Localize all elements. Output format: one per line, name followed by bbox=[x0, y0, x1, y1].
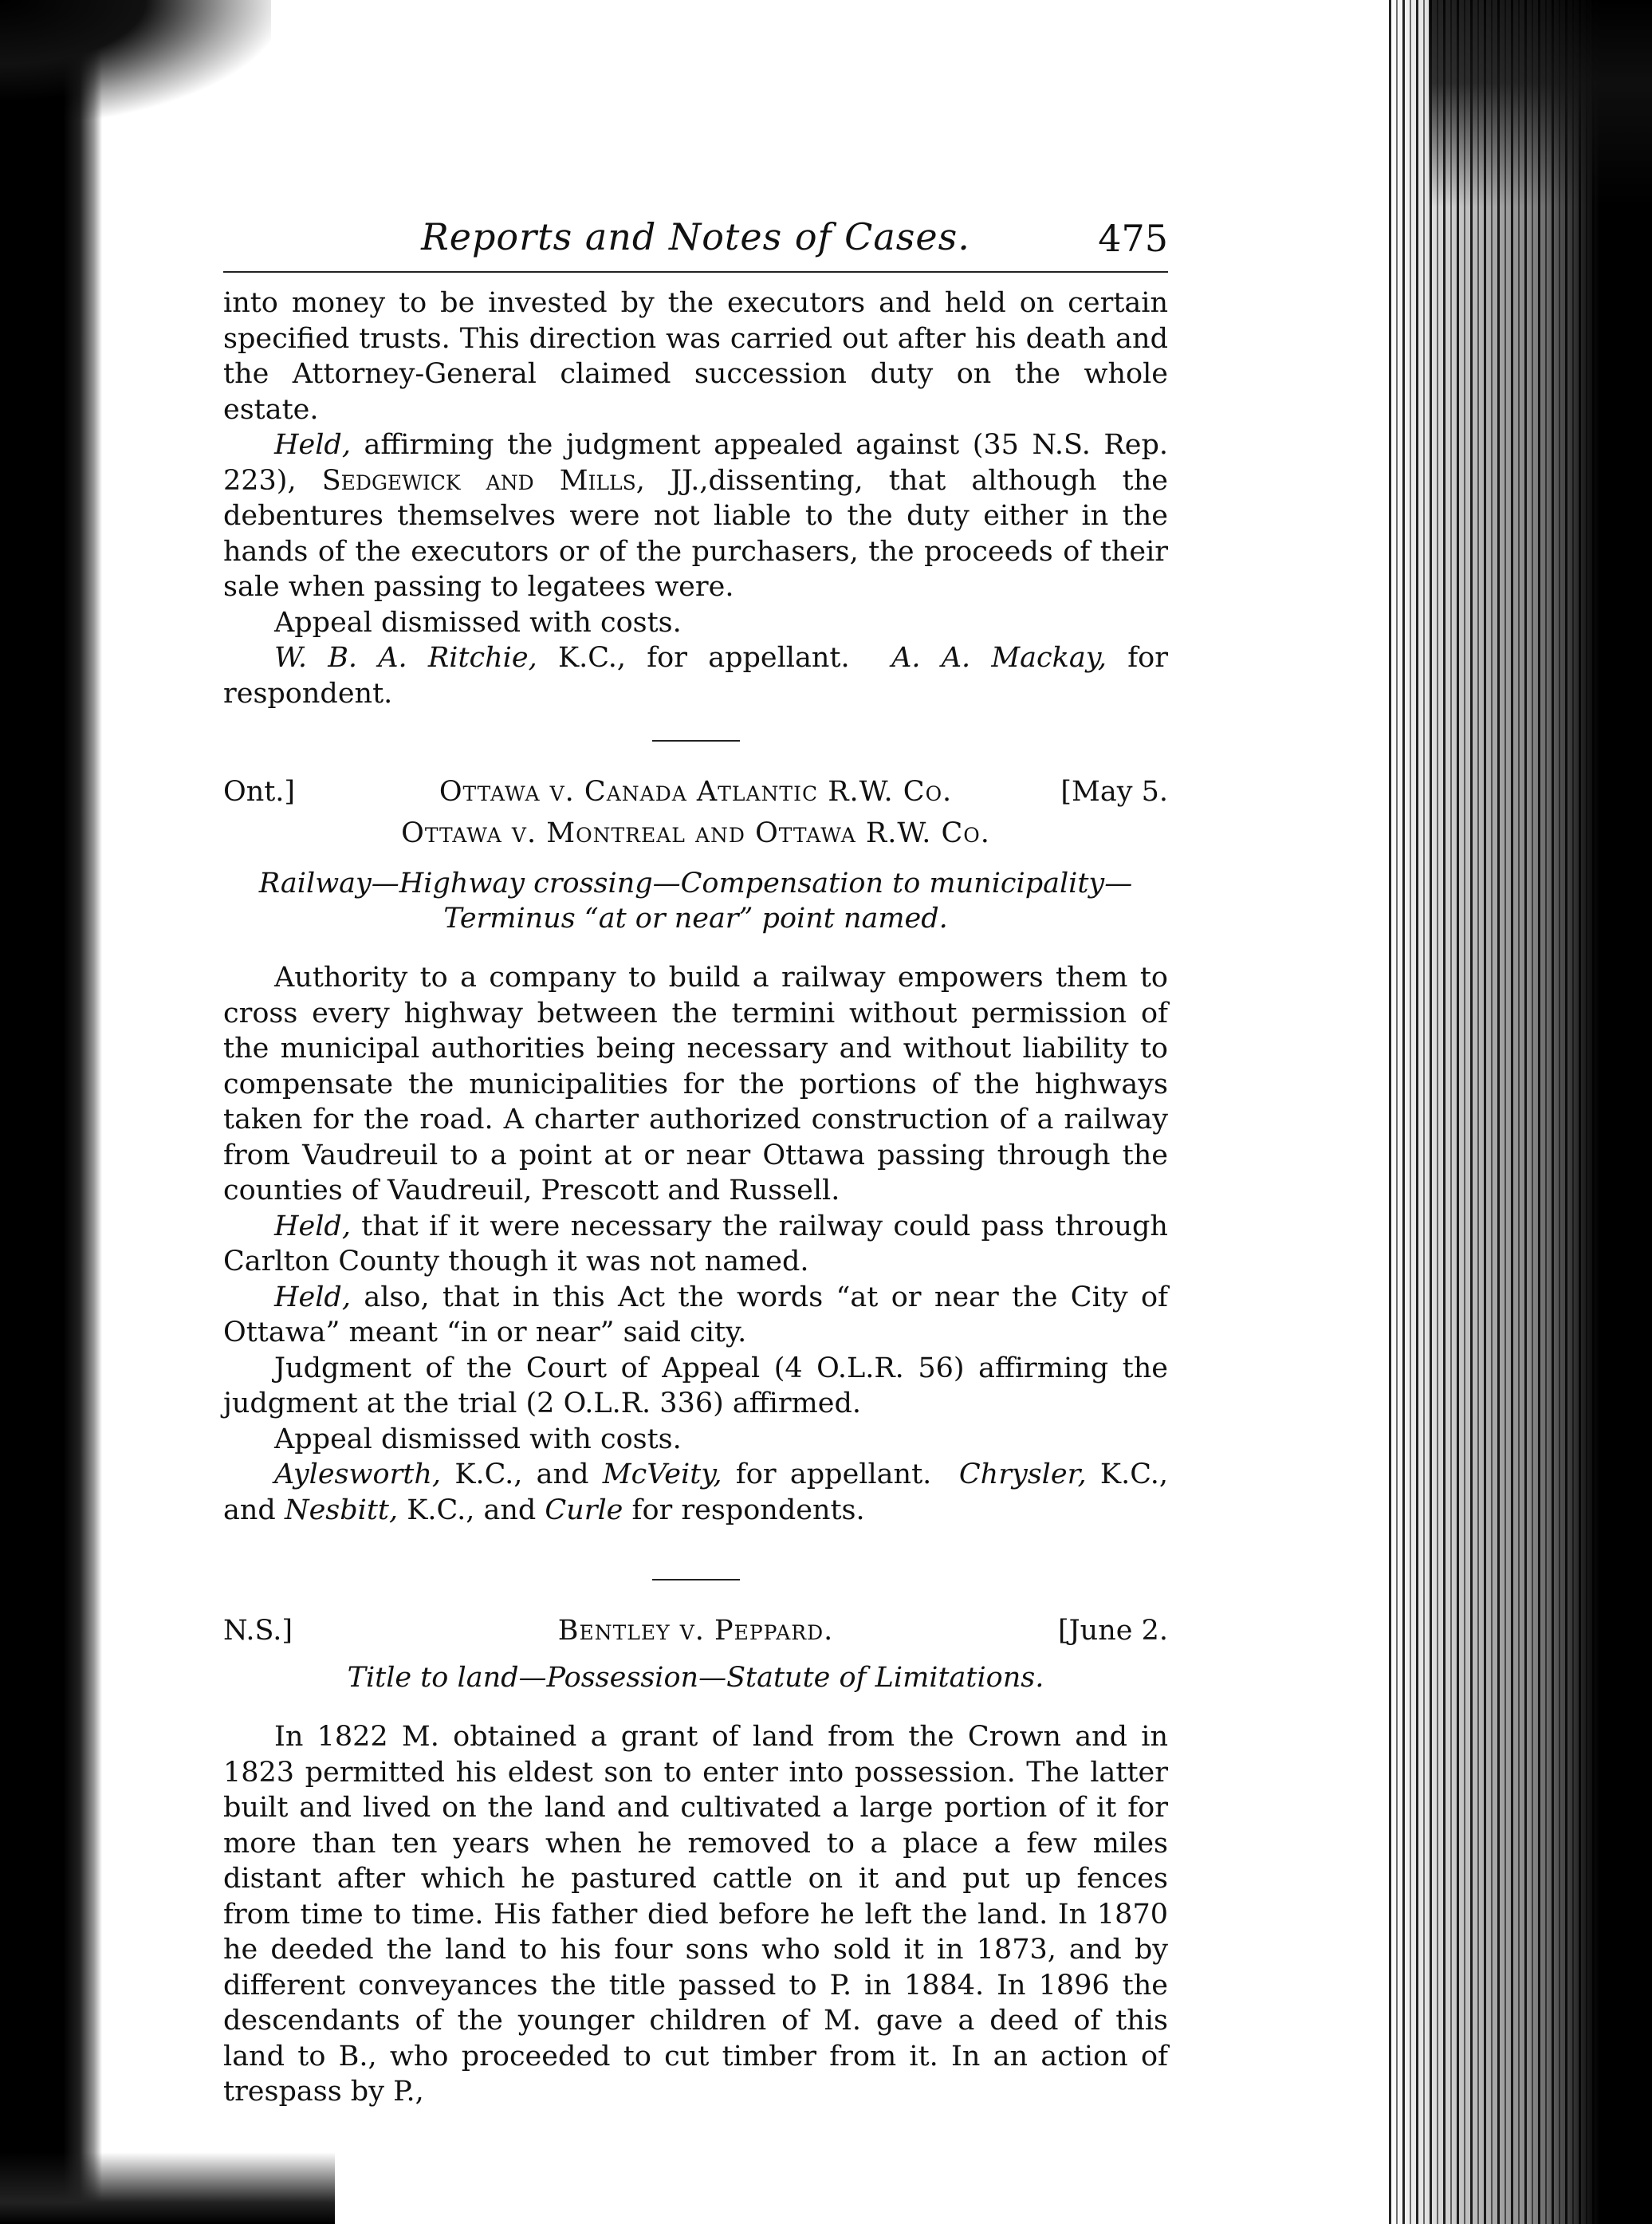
case-continued bbox=[223, 285, 1168, 711]
scan-corner-shadow bbox=[0, 0, 271, 120]
header-rule bbox=[223, 271, 1168, 273]
page-number: 475 bbox=[1098, 217, 1168, 260]
page-body bbox=[223, 215, 1168, 2110]
case-title: Bentley v. Peppard. bbox=[557, 1615, 834, 1647]
scan-page-edge-right bbox=[1389, 0, 1652, 2224]
judges-names: Sedgewick and Mills, JJ., bbox=[321, 464, 709, 497]
case-title-second: Ottawa v. Montreal and Ottawa R.W. Co. bbox=[401, 817, 990, 849]
counsel-line: W. B. A. Ritchie, K.C., for appellant. A. A. Mackay, for respondent. bbox=[223, 642, 1168, 710]
held-label: Held, bbox=[274, 429, 351, 461]
section-separator bbox=[652, 1579, 740, 1580]
case-ottawa bbox=[223, 773, 1168, 1528]
running-head bbox=[223, 215, 1168, 278]
case-title: Ottawa v. Canada Atlantic R.W. Co. bbox=[439, 776, 953, 808]
jurisdiction: Ont.] bbox=[223, 776, 296, 808]
held-paragraph: Held, also, that in this Act the words “at or near the City of Ottawa” meant “in or near” said city. bbox=[223, 1281, 1168, 1348]
catchwords: Railway—Highway crossing—Compensation to municipality— Terminus “at or near” point named. bbox=[258, 868, 1133, 935]
jurisdiction: N.S.] bbox=[223, 1615, 293, 1647]
case-bentley bbox=[223, 1612, 1168, 2110]
paragraph: Authority to a company to build a railway empowers them to cross every highway between the termini without permission of the municipal authorities being necessary and without liability to compensate the municipalities for the portions of the highways taken for the road. A charter authorized construction of a railway from Vaudreuil to a point at or near Ottawa passing through the counties of Vaudreuil, Prescott and Russell. bbox=[223, 962, 1168, 1206]
case-date: [May 5. bbox=[1060, 776, 1168, 808]
case-heading bbox=[223, 773, 1168, 815]
counsel-line: Aylesworth, K.C., and McVeity, for appellant. Chrysler, K.C., and Nesbitt, K.C., and Curle for respondents. bbox=[223, 1458, 1168, 1526]
held-paragraph: Held, affirming the judgment appealed against (35 N.S. Rep. 223), Sedgewick and Mills, JJ.,dissenting, that although the debentures themselves were not liable to the duty either in the hands of the executors or of the purchasers, the proceeds of their sale when passing to legatees were. bbox=[223, 429, 1168, 603]
running-title: Reports and Notes of Cases. bbox=[421, 215, 970, 258]
case-date: [June 2. bbox=[1057, 1615, 1168, 1647]
held-paragraph: Held, that if it were necessary the railway could pass through Carlton County though it was not named. bbox=[223, 1210, 1168, 1277]
disposition: Appeal dismissed with costs. bbox=[274, 1423, 682, 1455]
disposition: Appeal dismissed with costs. bbox=[274, 606, 682, 639]
section-separator bbox=[652, 740, 740, 742]
scan-corner-shadow-right bbox=[1429, 0, 1652, 207]
paragraph: Judgment of the Court of Appeal (4 O.L.R. 56) affirming the judgment at the trial (2 O.L.R. 336) affirmed. bbox=[223, 1352, 1168, 1419]
case-heading bbox=[223, 1612, 1168, 1654]
paragraph: In 1822 M. obtained a grant of land from the Crown and in 1823 permitted his eldest son to enter into possession. The latter built and lived on the land and cultivated a large portion of it for more than ten years when he removed to a place a few miles distant after which he pastured cattle on it and put up fences from time to time. His father died before he left the land. In 1870 he deeded the land to his four sons who sold it in 1873, and by different conveyances the title passed to P. in 1884. In 1896 the descendants of the younger children of M. gave a deed of this land to B., who proceeded to cut timber from it. In an action of trespass by P., bbox=[223, 1721, 1168, 2108]
scan-binding-shadow-left bbox=[0, 0, 102, 2224]
catchwords: Title to land—Possession—Statute of Limitations. bbox=[347, 1662, 1044, 1694]
paragraph: into money to be invested by the executors and held on certain specified trusts. This direction was carried out after his death and the Attorney-General claimed succession duty on the whole estate. bbox=[223, 287, 1168, 426]
scan-bottom-shadow bbox=[0, 2152, 335, 2224]
